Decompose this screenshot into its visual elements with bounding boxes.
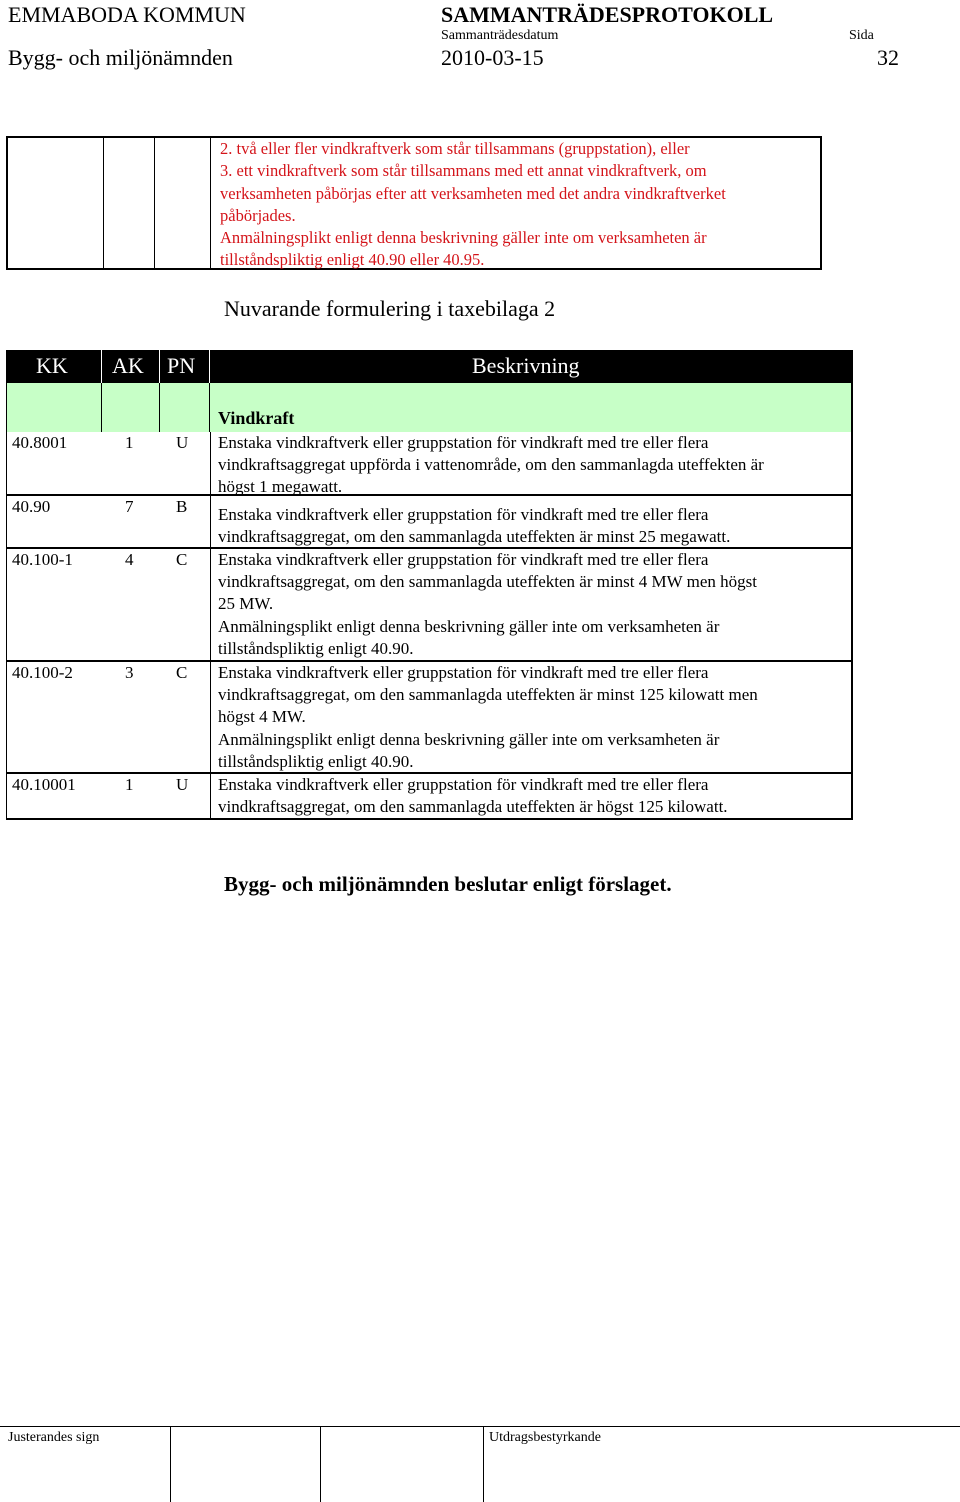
text-line: Enstaka vindkraftverk eller gruppstation för vindkraft med tre eller flera bbox=[218, 505, 709, 524]
page-number: 32 bbox=[877, 45, 899, 70]
header-description: Beskrivning bbox=[472, 353, 580, 378]
committee-name: Bygg- och miljönämnden bbox=[8, 45, 233, 70]
text-line: vindkraftsaggregat, om den sammanlagda uteffekten är högst 125 kilowatt. bbox=[218, 797, 728, 817]
text-line: 3. ett vindkraftverk som står tillsammans med ett annat vindkraftverk, om bbox=[220, 161, 707, 181]
column-divider bbox=[101, 383, 102, 432]
text-line: Enstaka vindkraftverk eller gruppstation för vindkraft med tre eller flera bbox=[218, 775, 709, 794]
column-divider bbox=[103, 138, 104, 268]
text-line: högst 4 MW. bbox=[218, 707, 306, 727]
header-kk: KK bbox=[36, 353, 68, 378]
text-line: Anmälningsplikt enligt denna beskrivning gäller inte om verksamheten är bbox=[218, 729, 720, 749]
column-divider bbox=[210, 662, 211, 772]
table-row bbox=[6, 662, 853, 774]
row-description bbox=[218, 774, 846, 818]
column-divider bbox=[209, 383, 210, 432]
row-description bbox=[218, 432, 846, 499]
row-description bbox=[218, 549, 846, 660]
category-label: Vindkraft bbox=[218, 408, 295, 428]
document-type: SAMMANTRÄDESPROTOKOLL bbox=[441, 2, 774, 27]
row-description bbox=[218, 504, 846, 548]
table-header bbox=[6, 350, 853, 383]
text-line: verksamheten påbörjas efter att verksamheten med det andra vindkraftverket bbox=[220, 183, 726, 203]
decision-text: Bygg- och miljönämnden beslutar enligt förslaget. bbox=[224, 872, 672, 896]
organization-name: EMMABODA KOMMUN bbox=[8, 2, 246, 27]
row-kk: 40.100-2 bbox=[12, 663, 73, 682]
text-line: Enstaka vindkraftverk eller gruppstation för vindkraft med tre eller flera bbox=[218, 433, 709, 452]
table-row bbox=[6, 496, 853, 549]
column-divider bbox=[210, 432, 211, 494]
row-kk: 40.100-1 bbox=[12, 550, 73, 569]
header-pn: PN bbox=[167, 353, 196, 378]
text-line: påbörjades. bbox=[220, 205, 296, 225]
signature-box-divider bbox=[320, 1427, 321, 1502]
row-kk: 40.10001 bbox=[12, 775, 76, 794]
header-divider bbox=[159, 350, 160, 383]
text-line: tillståndspliktig enligt 40.90 eller 40.95. bbox=[220, 250, 485, 270]
text-line: Anmälningsplikt enligt denna beskrivning gäller inte om verksamheten är bbox=[218, 616, 720, 636]
date-label: Sammanträdesdatum bbox=[441, 28, 559, 43]
header-ak: AK bbox=[112, 353, 144, 378]
text-line: vindkraftsaggregat uppförda i vattenområde, om den sammanlagda uteffekten är bbox=[218, 455, 764, 475]
column-divider bbox=[210, 496, 211, 547]
column-divider bbox=[210, 138, 211, 268]
row-ak: 4 bbox=[125, 550, 134, 569]
header-divider bbox=[101, 350, 102, 383]
row-ak: 7 bbox=[125, 497, 134, 516]
fees-table bbox=[6, 350, 853, 820]
table-row bbox=[6, 432, 853, 496]
text-line: vindkraftsaggregat, om den sammanlagda uteffekten är minst 125 kilowatt men bbox=[218, 685, 758, 705]
row-ak: 1 bbox=[125, 433, 134, 452]
text-line: 2. två eller fler vindkraftverk som står tillsammans (gruppstation), eller bbox=[220, 139, 690, 158]
section-heading: Nuvarande formulering i taxebilaga 2 bbox=[224, 296, 556, 321]
row-ak: 1 bbox=[125, 775, 134, 794]
continued-table bbox=[6, 136, 822, 270]
row-pn: C bbox=[176, 550, 188, 569]
row-kk: 40.90 bbox=[12, 497, 51, 516]
page-label: Sida bbox=[849, 28, 874, 43]
text-line: Enstaka vindkraftverk eller gruppstation för vindkraft med tre eller flera bbox=[218, 550, 709, 569]
column-divider bbox=[210, 549, 211, 660]
header-divider bbox=[209, 350, 210, 383]
text-line: Anmälningsplikt enligt denna beskrivning gäller inte om verksamheten är bbox=[220, 228, 707, 248]
text-line: vindkraftsaggregat, om den sammanlagda uteffekten är minst 25 megawatt. bbox=[218, 527, 731, 547]
table-row bbox=[6, 549, 853, 662]
extract-certification-label: Utdragsbestyrkande bbox=[489, 1430, 601, 1445]
category-row bbox=[6, 383, 853, 432]
text-line: vindkraftsaggregat, om den sammanlagda uteffekten är minst 4 MW men högst bbox=[218, 572, 757, 592]
continued-description bbox=[220, 138, 820, 272]
meeting-date: 2010-03-15 bbox=[441, 45, 544, 70]
signature-box-divider bbox=[483, 1427, 484, 1502]
row-pn: C bbox=[176, 663, 188, 682]
text-line: Enstaka vindkraftverk eller gruppstation för vindkraft med tre eller flera bbox=[218, 663, 709, 682]
row-pn: U bbox=[176, 433, 189, 452]
row-pn: B bbox=[176, 497, 188, 516]
text-line: 25 MW. bbox=[218, 594, 274, 614]
signature-footer bbox=[0, 1426, 960, 1502]
fees-rows bbox=[6, 432, 853, 820]
text-line: högst 1 megawatt. bbox=[218, 477, 343, 497]
row-description bbox=[218, 662, 846, 773]
row-pn: U bbox=[176, 775, 189, 794]
adjusters-sign-label: Justerandes sign bbox=[8, 1430, 100, 1445]
signature-box-divider bbox=[170, 1427, 171, 1502]
row-ak: 3 bbox=[125, 663, 134, 682]
column-divider bbox=[210, 774, 211, 818]
row-kk: 40.8001 bbox=[12, 433, 68, 452]
text-line: tillståndspliktig enligt 40.90. bbox=[218, 751, 414, 771]
table-row bbox=[6, 774, 853, 820]
column-divider bbox=[159, 383, 160, 432]
text-line: tillståndspliktig enligt 40.90. bbox=[218, 638, 414, 658]
column-divider bbox=[154, 138, 155, 268]
